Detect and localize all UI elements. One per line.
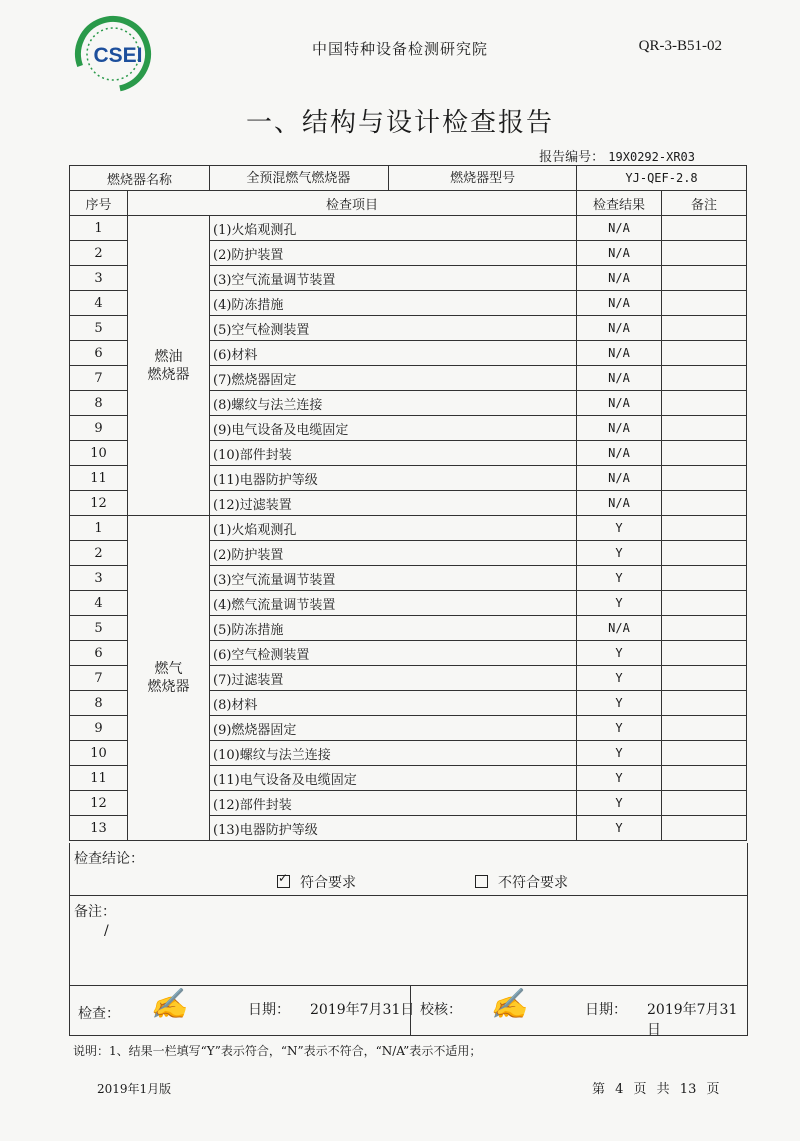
check-result: Y xyxy=(577,641,662,666)
col-seq: 序号 xyxy=(70,191,128,216)
check-item: (8)材料 xyxy=(210,691,577,716)
row-number: 1 xyxy=(70,516,128,541)
check-note xyxy=(662,566,747,591)
signoff-section xyxy=(69,985,748,1036)
row-number: 1 xyxy=(70,216,128,241)
row-number: 10 xyxy=(70,441,128,466)
table-row xyxy=(70,516,747,541)
row-number: 9 xyxy=(70,716,128,741)
form-code: QR-3-B51-02 xyxy=(638,38,722,54)
pass-option[interactable] xyxy=(277,872,356,892)
check-result: Y xyxy=(577,516,662,541)
row-number: 6 xyxy=(70,341,128,366)
check-note xyxy=(662,441,747,466)
burner-model-value: YJ-QEF-2.8 xyxy=(577,166,747,191)
row-number: 12 xyxy=(70,791,128,816)
row-number: 5 xyxy=(70,616,128,641)
date-label-1: 日期： xyxy=(248,1002,290,1018)
check-item: (1)火焰观测孔 xyxy=(210,516,577,541)
row-number: 8 xyxy=(70,691,128,716)
burner-name-label: 燃烧器名称 xyxy=(70,166,210,191)
row-number: 3 xyxy=(70,566,128,591)
inspector-signature-icon: ✍ xyxy=(150,987,188,1022)
row-number: 2 xyxy=(70,541,128,566)
check-item: (12)过滤装置 xyxy=(210,491,577,516)
row-number: 7 xyxy=(70,366,128,391)
check-note xyxy=(662,616,747,641)
check-note xyxy=(662,766,747,791)
row-number: 11 xyxy=(70,466,128,491)
check-result: N/A xyxy=(577,216,662,241)
check-note xyxy=(662,466,747,491)
check-item: (12)部件封装 xyxy=(210,791,577,816)
check-result: N/A xyxy=(577,391,662,416)
check-item: (1)火焰观测孔 xyxy=(210,216,577,241)
fail-checkbox[interactable] xyxy=(475,875,488,888)
check-note xyxy=(662,691,747,716)
check-note xyxy=(662,391,747,416)
fail-label: 不符合要求 xyxy=(498,875,568,891)
version: 2019年1月版 xyxy=(97,1082,172,1096)
header-row xyxy=(70,191,747,216)
org-name: 中国特种设备检测研究院 xyxy=(311,40,488,58)
pass-checkbox[interactable] xyxy=(277,875,290,888)
check-item: (10)螺纹与法兰连接 xyxy=(210,741,577,766)
check-item: (2)防护装置 xyxy=(210,541,577,566)
report-number-label: 报告编号： xyxy=(539,150,605,165)
row-number: 6 xyxy=(70,641,128,666)
check-item: (9)电气设备及电缆固定 xyxy=(210,416,577,441)
check-note xyxy=(662,291,747,316)
remarks-section xyxy=(69,895,748,986)
reviewer-label: 校核： xyxy=(420,1002,462,1018)
check-result: Y xyxy=(577,666,662,691)
check-result: N/A xyxy=(577,491,662,516)
row-number: 2 xyxy=(70,241,128,266)
check-result: Y xyxy=(577,541,662,566)
date-2: 2019年7月31日 xyxy=(647,1002,738,1038)
check-result: Y xyxy=(577,716,662,741)
check-note xyxy=(662,316,747,341)
check-item: (7)燃烧器固定 xyxy=(210,366,577,391)
check-result: N/A xyxy=(577,341,662,366)
row-number: 4 xyxy=(70,291,128,316)
check-note xyxy=(662,591,747,616)
row-number: 13 xyxy=(70,816,128,841)
row-number: 12 xyxy=(70,491,128,516)
check-result: N/A xyxy=(577,316,662,341)
row-number: 7 xyxy=(70,666,128,691)
check-result: N/A xyxy=(577,616,662,641)
check-note xyxy=(662,666,747,691)
check-note xyxy=(662,516,747,541)
group-name: 燃油 燃烧器 xyxy=(128,216,210,516)
burner-name-text: 全预混燃气燃烧器 xyxy=(246,170,351,186)
date-1: 2019年7月31日 xyxy=(310,1002,415,1018)
fail-option[interactable] xyxy=(475,872,568,892)
check-item: (2)防护装置 xyxy=(210,241,577,266)
check-result: N/A xyxy=(577,241,662,266)
pass-label: 符合要求 xyxy=(300,875,356,891)
row-number: 11 xyxy=(70,766,128,791)
col-item: 检查项目 xyxy=(128,191,577,216)
check-result: Y xyxy=(577,741,662,766)
col-result: 检查结果 xyxy=(577,191,662,216)
conclusion-section xyxy=(69,843,748,896)
row-number: 10 xyxy=(70,741,128,766)
burner-model-label: 燃烧器型号 xyxy=(450,170,516,186)
conclusion-label: 检查结论： xyxy=(74,851,144,867)
row-number: 9 xyxy=(70,416,128,441)
check-note xyxy=(662,716,747,741)
check-item: (8)螺纹与法兰连接 xyxy=(210,391,577,416)
check-note xyxy=(662,741,747,766)
inspector-label: 检查： xyxy=(78,1006,120,1022)
logo-text: CSEI xyxy=(93,44,143,67)
check-result: N/A xyxy=(577,266,662,291)
check-note xyxy=(662,241,747,266)
check-result: N/A xyxy=(577,416,662,441)
row-number: 5 xyxy=(70,316,128,341)
check-item: (5)空气检测装置 xyxy=(210,316,577,341)
check-note xyxy=(662,266,747,291)
check-note xyxy=(662,541,747,566)
check-note xyxy=(662,366,747,391)
page-title: 一、结构与设计检查报告 xyxy=(245,108,554,138)
check-item: (3)空气流量调节装置 xyxy=(210,266,577,291)
check-result: Y xyxy=(577,691,662,716)
check-item: (9)燃烧器固定 xyxy=(210,716,577,741)
check-result: Y xyxy=(577,766,662,791)
footnote: 说明：1、结果一栏填写“Y”表示符合，“N”表示不符合，“N/A”表示不适用； xyxy=(73,1044,482,1058)
check-note xyxy=(662,216,747,241)
check-note xyxy=(662,416,747,441)
check-result: Y xyxy=(577,566,662,591)
check-item: (10)部件封装 xyxy=(210,441,577,466)
burner-name-value xyxy=(210,166,577,191)
page-number: 第 4 页 共 13 页 xyxy=(592,1082,720,1097)
inspection-table xyxy=(69,165,747,841)
check-item: (4)燃气流量调节装置 xyxy=(210,591,577,616)
check-note xyxy=(662,816,747,841)
col-note: 备注 xyxy=(662,191,747,216)
check-item: (4)防冻措施 xyxy=(210,291,577,316)
row-number: 3 xyxy=(70,266,128,291)
check-note xyxy=(662,641,747,666)
table-row xyxy=(70,216,747,241)
check-item: (11)电气设备及电缆固定 xyxy=(210,766,577,791)
check-item: (6)空气检测装置 xyxy=(210,641,577,666)
row-number: 8 xyxy=(70,391,128,416)
check-note xyxy=(662,791,747,816)
remarks-label: 备注： xyxy=(74,904,116,920)
check-item: (5)防冻措施 xyxy=(210,616,577,641)
check-result: N/A xyxy=(577,466,662,491)
group-name: 燃气 燃烧器 xyxy=(128,516,210,841)
check-item: (11)电器防护等级 xyxy=(210,466,577,491)
row-number: 4 xyxy=(70,591,128,616)
check-note xyxy=(662,341,747,366)
check-item: (7)过滤装置 xyxy=(210,666,577,691)
signoff-divider xyxy=(410,985,411,1035)
remarks-value: / xyxy=(104,923,109,939)
check-result: N/A xyxy=(577,291,662,316)
check-result: Y xyxy=(577,791,662,816)
date-label-2: 日期： xyxy=(585,1002,627,1018)
check-result: Y xyxy=(577,816,662,841)
check-item: (13)电器防护等级 xyxy=(210,816,577,841)
check-item: (3)空气流量调节装置 xyxy=(210,566,577,591)
check-item: (6)材料 xyxy=(210,341,577,366)
check-result: N/A xyxy=(577,366,662,391)
info-row xyxy=(70,166,747,191)
check-note xyxy=(662,491,747,516)
check-result: Y xyxy=(577,591,662,616)
reviewer-signature-icon: ✍ xyxy=(490,987,528,1022)
report-number-value: 19X0292-XR03 xyxy=(608,150,695,164)
report-number xyxy=(539,146,695,165)
check-result: N/A xyxy=(577,441,662,466)
